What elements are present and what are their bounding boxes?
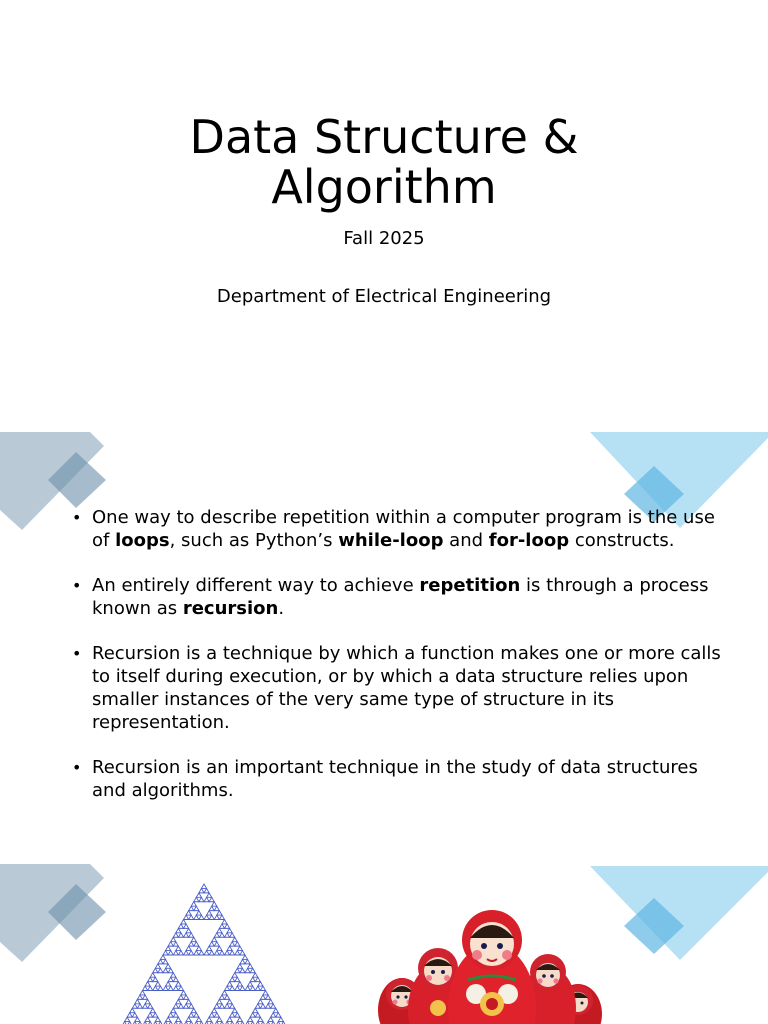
sierpinski-triangle-image bbox=[120, 882, 288, 1024]
bullet-text: One way to describe repetition within a computer program is the use of bbox=[92, 507, 715, 551]
bullet-text: and bbox=[443, 530, 489, 551]
content-slide bbox=[0, 432, 768, 864]
bullet-bold-text: recursion bbox=[182, 598, 279, 619]
bullet-text: Recursion is a technique by which a function makes one or more calls to itself during execution, or by which a data structure relies upon smaller instances of the very same type of structure in its representation. bbox=[92, 643, 721, 733]
bullet-text: constructs. bbox=[569, 530, 675, 551]
bullet-marker: • bbox=[72, 576, 82, 595]
title-line-1: Data Structure & bbox=[189, 110, 579, 164]
deco-blue-triangle bbox=[590, 866, 768, 960]
term-subtitle: Fall 2025 bbox=[343, 228, 425, 249]
bullet-text: is through a process known as bbox=[92, 575, 709, 619]
bullet-item bbox=[72, 642, 722, 734]
bullet-bold-text: while-loop bbox=[338, 530, 444, 551]
bullet-bold-text: repetition bbox=[419, 575, 521, 596]
title-slide bbox=[0, 0, 768, 432]
bullet-marker: • bbox=[72, 644, 82, 663]
bullet-text: An entirely different way to achieve bbox=[92, 575, 420, 596]
matryoshka-dolls-image bbox=[372, 898, 608, 1024]
decorative-shape-left bbox=[0, 864, 110, 964]
bullet-item bbox=[72, 574, 722, 620]
bullet-list bbox=[72, 506, 722, 824]
bullet-text: Recursion is an important technique in the study of data structures and algorithms. bbox=[92, 757, 698, 801]
bullet-text: . bbox=[278, 598, 285, 619]
bullet-item bbox=[72, 756, 722, 802]
image-slide bbox=[0, 864, 768, 1024]
bullet-bold-text: for-loop bbox=[488, 530, 570, 551]
bullet-text: , such as Python’s bbox=[169, 530, 339, 551]
matryoshka-dolls-illustration bbox=[372, 898, 608, 1024]
bullet-marker: • bbox=[72, 758, 82, 777]
bullet-bold-text: loops bbox=[115, 530, 170, 551]
department-subtitle: Department of Electrical Engineering bbox=[216, 286, 552, 307]
title-line-2: Algorithm bbox=[271, 160, 497, 214]
bullet-item bbox=[72, 506, 722, 552]
bullet-marker: • bbox=[72, 508, 82, 527]
slide-title bbox=[84, 112, 684, 212]
